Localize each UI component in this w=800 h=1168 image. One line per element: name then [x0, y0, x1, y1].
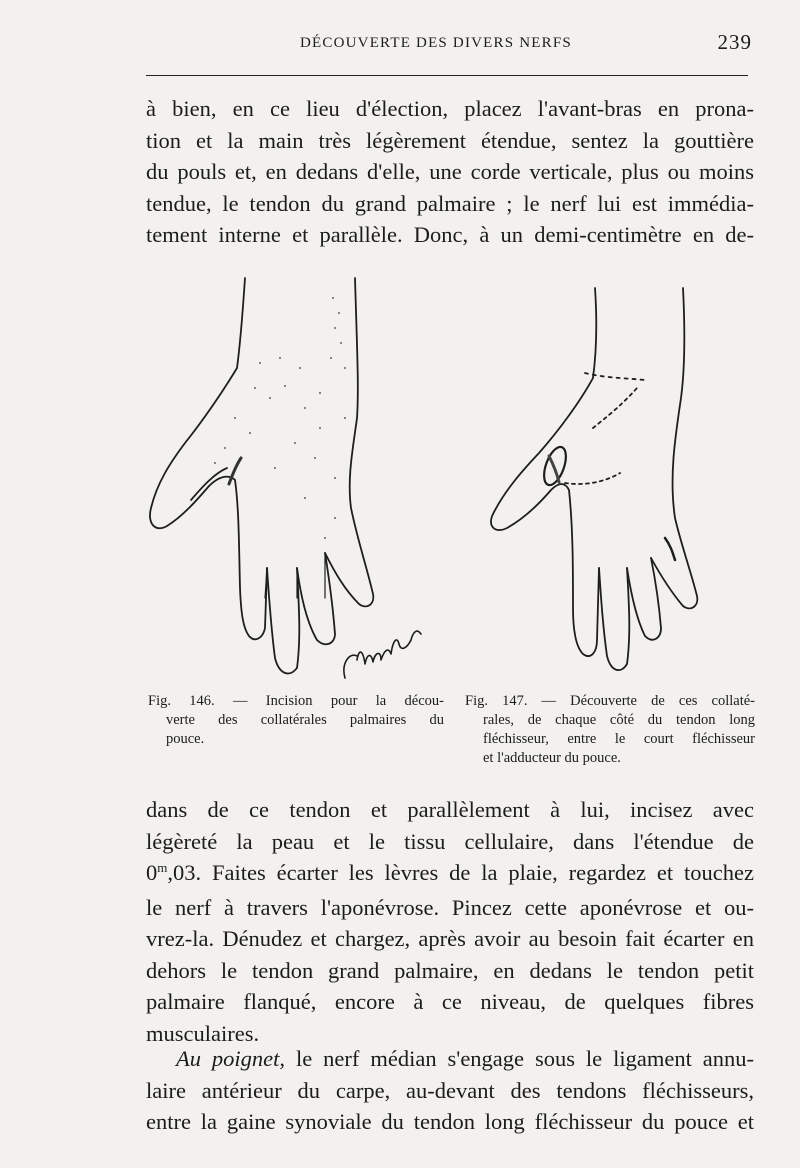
- text-fragment: le nerf médian s'engage sous le ligament annu-: [285, 1046, 755, 1071]
- text-fragment: ,03. Faites écarter les lèvres de la plaie, regardez et touchez: [167, 860, 754, 885]
- caption-line: fléchisseur, entre le court fléchisseur: [483, 731, 755, 747]
- text-line: dehors le tendon grand palmaire, en dedans le tendon petit: [146, 957, 754, 983]
- text-line: [146, 1043, 754, 1075]
- caption-line: rales, de chaque côté du tendon long: [483, 712, 755, 728]
- text-line: le nerf à travers l'aponévrose. Pincez cette aponévrose et ou-: [146, 894, 754, 920]
- italic-lead: Au poignet,: [176, 1046, 286, 1071]
- header-rule: [146, 75, 748, 76]
- hand-illustrations: [145, 268, 765, 688]
- caption-line: Fig. 147. — Découverte de ces collaté-: [465, 693, 755, 709]
- text-line: tement interne et parallèle. Donc, à un demi-centimètre en de-: [146, 222, 754, 247]
- text-line: du pouls et, en dedans d'elle, une corde verticale, plus ou moins: [146, 159, 754, 184]
- paragraph-2: [146, 794, 754, 1049]
- figures-area: [145, 268, 765, 688]
- running-title: DÉCOUVERTE DES DIVERS NERFS: [300, 35, 572, 51]
- caption-line: et l'adducteur du pouce.: [483, 750, 621, 766]
- text-line: palmaire flanqué, encore à ce niveau, de quelques fibres: [146, 989, 754, 1014]
- caption-line: verte des collatérales palmaires du: [166, 712, 444, 728]
- text-line: tion et la main très légèrement étendue, sentez la gouttière: [146, 127, 754, 153]
- text-line: dans de ce tendon et parallèlement à lui, incisez avec: [146, 797, 754, 822]
- figure-146-hand: [150, 278, 373, 673]
- paragraph-3: [146, 1043, 754, 1138]
- figure-147-hand: [491, 288, 697, 670]
- text-line: vrez-la. Dénudez et chargez, après avoir au besoin fait écarter en: [146, 926, 754, 951]
- text-line: musculaires.: [146, 1020, 260, 1046]
- page-number: 239: [717, 30, 752, 54]
- caption-line: pouce.: [166, 731, 205, 747]
- measure-zero: 0: [146, 860, 158, 885]
- text-line: [146, 857, 754, 892]
- text-line: tendue, le tendon du grand palmaire ; le nerf lui est immédia-: [146, 190, 754, 216]
- hand-stippling: [214, 297, 346, 539]
- text-line: légèreté la peau et le tissu cellulaire, dans l'étendue de: [146, 828, 754, 854]
- figure-147-caption: [465, 692, 755, 768]
- caption-line: Fig. 146. — Incision pour la décou-: [148, 693, 444, 709]
- figure-146-caption: [148, 692, 444, 749]
- text-line: à bien, en ce lieu d'élection, placez l'avant-bras en prona-: [146, 96, 754, 121]
- artist-signature: [344, 631, 421, 678]
- text-line: laire antérieur du carpe, au-devant des tendons fléchisseurs,: [146, 1077, 754, 1103]
- paragraph-1: [146, 93, 754, 251]
- measure-unit: m: [157, 860, 168, 875]
- text-line: entre la gaine synoviale du tendon long fléchisseur du pouce et: [146, 1109, 754, 1134]
